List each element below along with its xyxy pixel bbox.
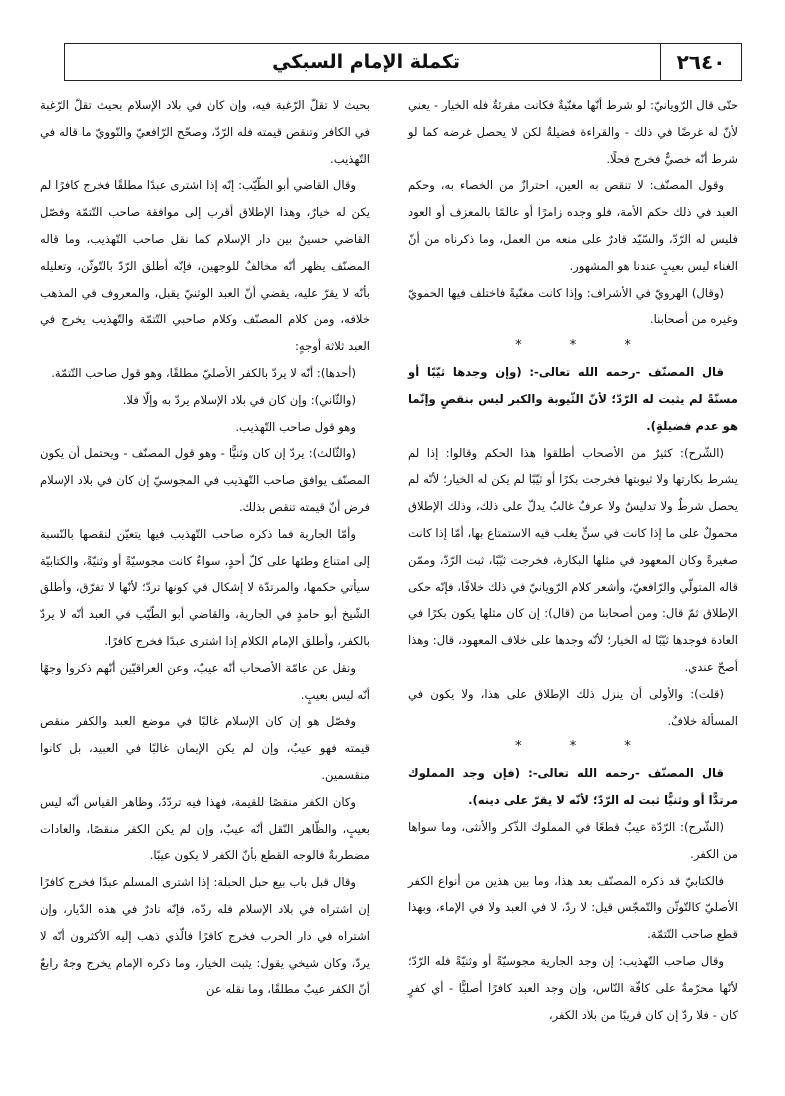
right-column <box>408 92 738 1028</box>
left-column <box>40 92 370 1003</box>
paragraph: وقال قبل باب بيع حبل الحبلة: إذا اشترى المسلم عبدًا فخرج كافرًا إن اشتراه في بلاد الإسلام فله ردّه، فإنّه نادرٌ في هذه الدّيار، وإن اشتراه في دار الحرب فخرج كافرًا فالّذي ذهب إليه الأكثرون أنّه لا يردّ، وكان شيخي يقول: يثبت الخيار، وما ذكره الإمام يخرج وجهٌ رابعٌ أنّ الكفر عيبٌ مطلقًا، وما نقله عن <box>40 875 370 997</box>
paragraph: (قلت): والأولى أن ينزل ذلك الإطلاق على هذا، ولا يكون في المسألة خلافٌ. <box>408 686 738 728</box>
page-number: ٢٦٤٠ <box>660 44 741 80</box>
paragraph: وقال صاحب التّهذيب: إن وجد الجارية مجوسيّةً أو وثنيّةً فله الرّدّ؛ لأنّها محرّمةٌ على كافّة النّاس، وإن وجد العبد كافرًا أصليًّا - أي كفرٍ كان - فلا ردّ إن كان قريبًا من بلاد الكفر، <box>408 953 738 1022</box>
paragraph: (والثّالث): يردّ إن كان وثنيًّا - وهو قول المصنّف - ويحتمل أن يكون المصنّف يوافق صاحب التّهذيب في المجوسيّ إن كان في بلاد الإسلام فرض أنّ قيمته تنقص بذلك. <box>40 446 370 514</box>
paragraph: وكان الكفر منقصًا للقيمة، فهذا فيه تردّدٌ، وظاهر القياس أنّه ليس بعيبٍ، والظّاهر النّقل أنّه عيبٌ، وإن لم يكن الكفر منقصًا، والعادات مضطربةٌ فالوجه القطع بأنّ الكفر لا يكون عيبًا. <box>40 794 370 863</box>
section-divider-stars: * * * <box>515 338 653 354</box>
paragraph: وأمّا الجارية فما ذكره صاحب التّهذيب فيها يتعيّن لنقصها بالنّسبة إلى امتناع وطئها على كلّ أحدٍ، سواءٌ كانت مجوسيّةً أو وثنيّةً، والكتابيّة سيأتي حكمها، والمرتدّة لا إشكال في كونها تردّ؛ لأنّها لا تفرّق، وأطلق الشّيخ أبو حامدٍ في الجارية، والقاضي أبو الطّيّب في العبد أنّه لا يردّ بالكفر، وأطلق الإمام الكلام إذا اشترى عبدًا فخرج كافرًا. <box>40 526 370 648</box>
paragraph: بحيث لا تقلّ الرّغبة فيه، وإن كان في بلاد الإسلام بحيث تقلّ الرّغبة في الكافر وتنقص قيمته فله الرّدّ، وصحّح الرّافعيّ والنّوويّ ما قاله في التّهذيب. <box>40 98 370 166</box>
paragraph: (أحدها): أنّه لا يردّ بالكفر الأصليّ مطلقًا، وهو قول صاحب التّتمّة. <box>51 365 356 380</box>
section-divider-stars: * * * <box>515 739 653 755</box>
paragraph: وقول المصنّف: لا تنقص به العين، احترازٌ من الخصاء به، وحكم العبد في ذلك حكم الأمة، فلو وجده زامرًا أو عالمًا بالمعزف أو العود فليس له الرّدّ، والسّيّد قادرٌ على منعه من العمل، وما ذكرناه من أنّ الغناء ليس بعيبٍ عندنا هو المشهور. <box>408 178 738 273</box>
paragraph: حتّى قال الرّويانيّ: لو شرط أنّها مغنّيةٌ فكانت مقرئةٌ فله الخيار - يعني لأنّ له غرضًا في ذلك - والقراءة فضيلةٌ لكن لا يحصل غرضه كما لو شرط أنّه خصيٌّ فخرج فحلًا. <box>408 98 738 166</box>
page-header <box>64 43 742 81</box>
paragraph: (وقال) الهرويّ في الأشراف: وإذا كانت مغنّيةً فاختلف فيها الحمويّ وغيره من أصحابنا. <box>408 285 738 327</box>
commentary-paragraph: (الشّرح): كثيرٌ من الأصحاب أطلقوا هذا الحكم وقالوا: إذا لم يشرط بكارتها ولا ثيوبتها فخرجت بكرًا أو ثيّبًا لم يكن له الخيار؛ لأنّه لم يحصل شرطٌ ولا تدليسٌ ولا عرفٌ غالبٌ يدلّ على ذلك، وذلك الإطلاق محمولٌ على ما إذا كانت في سنٍّ يغلب فيه الاستمتاع بها، أمّا إذا كانت صغيرةً وكان المعهود في مثلها البكارة، فخرجت ثيّبًا، ثبت الرّدّ، وممّن قاله المتولّي والرّافعيّ، وأشعر كلام الرّويانيّ في ذلك خلافًا، فإنّه حكى الإطلاق ثمّ قال: ومن أصحابنا من (قال): إن كان مثلها يكون بكرًا في العادة فوجدها ثيّبًا له الخيار؛ لأنّه وجدها على خلاف المعهود، قال: وهذا أصحّ عندي. <box>408 445 738 674</box>
paragraph: ونقل عن عامّة الأصحاب أنّه عيبٌ، وعن العراقيّين أنّهم ذكروا وجهًا أنّه ليس بعيبٍ. <box>40 660 370 702</box>
author-quote: قال المصنّف -رحمه الله تعالى-: (وإن وجدها ثيّبًا أو مسنّةً لم يثبت له الرّدّ؛ لأنّ الثّيوبة والكبر ليس بنقصٍ وإنّما هو عدم فضيلةٍ). <box>408 365 738 433</box>
paragraph: (والثّاني): وإن كان في بلاد الإسلام يردّ به وإلّا فلا. <box>122 392 356 407</box>
paragraph: فالكتابيّ قد ذكره المصنّف بعد هذا، وما بين هذين من أنواع الكفر الأصليّ كالتّوثّن والتّمجّس قيل: لا ردّ، لا في العبد ولا في الإماء، وبهذا قطع صاحب التّتمّة. <box>408 873 738 942</box>
author-quote: قال المصنّف -رحمه الله تعالى-: (فإن وجد المملوك مرتدًّا أو وثنيًّا ثبت له الرّدّ؛ لأنّه لا يقرّ على دينه). <box>408 766 738 808</box>
paragraph: وهو قول صاحب التّهذيب. <box>235 419 356 434</box>
running-title: تكملة الإمام السبكي <box>272 51 460 73</box>
paragraph: وقال القاضي أبو الطّيّب: إنّه إذا اشترى عبدًا مطلقًا فخرج كافرًا لم يكن له خيارٌ، وهذا الإطلاق أقرب إلى موافقة صاحب التّتمّة وفصّل القاضي حسينٌ بين دار الإسلام كما نقل صاحب التّهذيب، وما قاله المصنّف يظهر أنّه مخالفٌ للوجهين، فإنّه أطلق الرّدّ بالتّوثّن، وتعليله بأنّه لا يقرّ عليه، يقضي أنّ العبد الوثنيّ يقبل، والمعروف في المذهب خلافه، ومن كلام المصنّف وكلام صاحبي التّتمّة والتّهذيب يخرج في العبد ثلاثة أوجهٍ: <box>40 178 370 354</box>
paragraph: وفصّل هو إن كان الإسلام غالبًا في موضع العبد والكفر منقص قيمته فهو عيبٌ، وإن لم يكن الإيمان غالبًا في العبيد، بل كانوا منقسمين. <box>40 714 370 782</box>
commentary-paragraph: (الشّرح): الرّدّة عيبٌ قطعًا في المملوك الذّكر والأنثى، وما سواها من الكفر. <box>408 819 738 861</box>
